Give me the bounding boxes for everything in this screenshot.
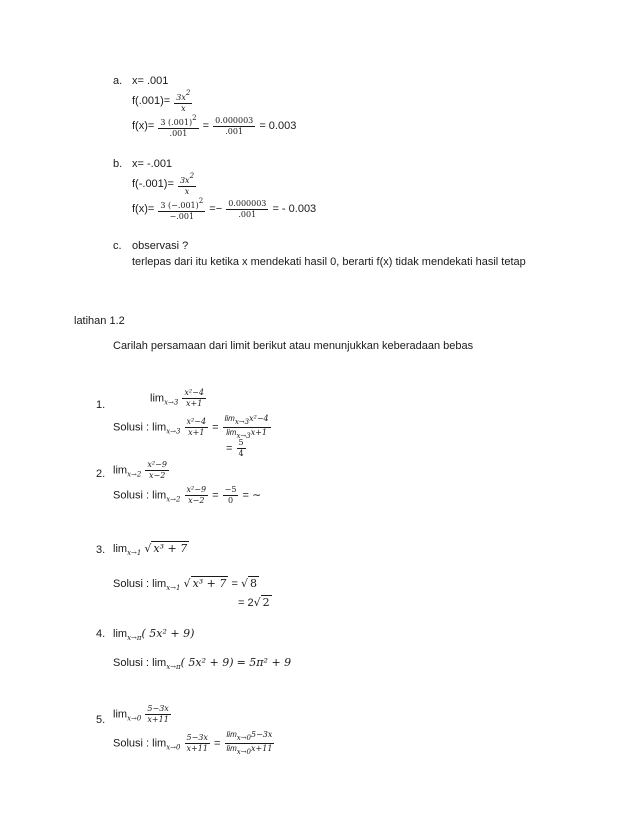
fraction-a-first: $\frac{3 (.001)2}{.001}$	[160, 114, 197, 138]
problem-2-solution: Solusi : $\lim_{x\to 2}$ $\frac{\text{x²−9}}{x-2}$ = $\frac{-5}{0}$ = ∼	[113, 485, 262, 505]
problem-3-solution: Solusi : $\lim_{x\to 1}$ √ x³ + 7 = √ 8	[113, 577, 257, 592]
item-b-fx-line: f(x)= $\frac{3 (-.001)2}{-.001}$ =− $\frac{0.000003}{.001}$ = - 0.003	[132, 197, 317, 221]
problem-1-number: 1.	[96, 399, 106, 411]
item-a-f-label: f(.001)=	[132, 94, 171, 107]
item-b-label: b.	[113, 158, 123, 170]
problem-5-number: 5.	[96, 714, 106, 726]
fraction-3x2-over-x: $\frac{3x2}{x}$	[176, 89, 191, 113]
item-b-x-value: x= -.001	[132, 158, 173, 170]
problem-1-expr: $\lim_{x\to 3}$ $\frac{\text{x²−4}}{x+1}$	[150, 388, 204, 408]
fraction-b-first: $\frac{3 (-.001)2}{-.001}$	[160, 197, 204, 221]
section-title: latihan 1.2	[74, 315, 125, 327]
problem-1-result: = $\frac{5}{4}$	[226, 438, 244, 458]
item-a-label: a.	[113, 75, 123, 87]
fraction-3x2-over-x-b: $\frac{3x2}{x}$	[179, 172, 195, 196]
item-c-observation: terlepas dari itu ketika x mendekati hasil 0, berarti f(x) tidak mendekati hasil tetap	[132, 256, 526, 268]
section-intro: Carilah persamaan dari limit berikut atau menunjukkan keberadaan bebas	[113, 340, 474, 352]
problem-1-solution: Solusi : $\lim_{x\to 3}$ $\frac{\text{x²−4}}{x+1}$ = $\frac{\text{limx→3x²−4}}{\lim x\to 3x+1}$	[113, 414, 269, 440]
problem-3-expr: $\lim_{x\to 1}$ √ x³ + 7	[113, 542, 188, 557]
problem-5-expr: $\lim_{x\to 0}$ $\frac{5-3x}{x+11}$	[113, 704, 169, 724]
problem-4-number: 4.	[96, 628, 106, 640]
fraction-b-second: $\frac{0.000003}{.001}$	[228, 198, 267, 219]
problem-3-number: 3.	[96, 544, 106, 556]
problem-3-result: = 2√ 2	[238, 596, 270, 609]
item-a-fx-label: f(x)=	[132, 119, 155, 132]
item-a-fx-line: f(x)= $\frac{3 (.001)2}{.001}$ = $\frac{0.000003}{.001}$ = 0.003	[132, 114, 297, 138]
item-b-result: = - 0.003	[272, 202, 317, 215]
problem-2-expr: $\lim_{x\to 2}$ $\frac{\text{x²−9}}{x-2}$	[113, 460, 167, 480]
item-b-f-label: f(-.001)=	[132, 177, 174, 190]
item-a-result: = 0.003	[259, 119, 297, 132]
fraction-a-second: $\frac{0.000003}{.001}$	[215, 115, 254, 136]
item-b-f-line	[132, 171, 197, 197]
problem-4-solution: Solusi : $\lim_{x\to\pi}$( 5x² + 9) = 5π² + 9	[113, 656, 292, 671]
item-c-label: c.	[113, 240, 122, 252]
item-a-f-line	[132, 88, 193, 114]
item-c-title: observasi ?	[132, 240, 189, 252]
problem-4-expr: $\lim_{x\to\pi}$( 5x² + 9)	[113, 627, 195, 642]
problem-5-solution: Solusi : $\lim_{x\to 0}$ $\frac{5-3x}{x+11}$ = $\frac{\lim x\to 05-3x}{\lim x\to 0x+11}$	[113, 730, 273, 756]
item-a-x-value: x= .001	[132, 75, 169, 87]
problem-2-number: 2.	[96, 468, 106, 480]
item-b-fx-label: f(x)=	[132, 202, 155, 215]
